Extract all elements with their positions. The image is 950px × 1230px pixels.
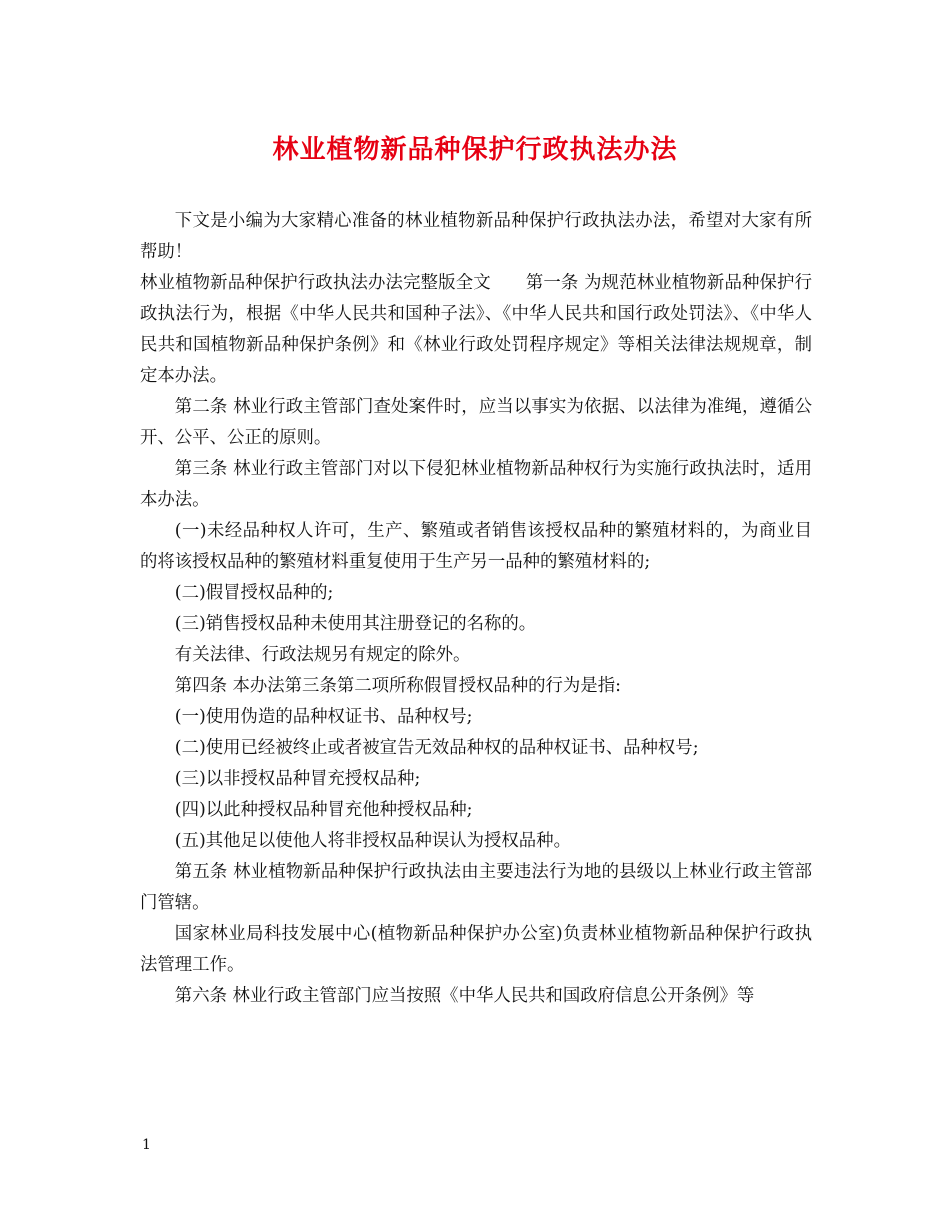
paragraph: 林业植物新品种保护行政执法办法完整版全文 第一条 为规范林业植物新品种保护行政执法行为，根据《中华人民共和国种子法》、《中华人民共和国行政处罚法》、《中华人民共和国植物新品种保护条例》和《林业行政处罚程序规定》等相关法律法规规章，制定本办法。 — [140, 273, 812, 386]
paragraph: (四)以此种授权品种冒充他种授权品种; — [174, 800, 473, 820]
paragraph: 有关法律、行政法规另有规定的除外。 — [174, 645, 471, 665]
document-body — [140, 206, 812, 1012]
paragraph: (一)使用伪造的品种权证书、品种权号; — [174, 707, 473, 727]
paragraph: 第二条 林业行政主管部门查处案件时，应当以事实为依据、以法律为准绳，遵循公开、公平、公正的原则。 — [140, 397, 812, 448]
paragraph: 第三条 林业行政主管部门对以下侵犯林业植物新品种权行为实施行政执法时，适用本办法。 — [140, 459, 812, 510]
document-title: 林业植物新品种保护行政执法办法 — [272, 135, 678, 165]
paragraph: 下文是小编为大家精心准备的林业植物新品种保护行政执法办法，希望对大家有所帮助！ — [140, 211, 812, 262]
paragraph: (一)未经品种权人许可，生产、繁殖或者销售该授权品种的繁殖材料的，为商业目的将该授权品种的繁殖材料重复使用于生产另一品种的繁殖材料的; — [140, 521, 812, 572]
paragraph: 国家林业局科技发展中心(植物新品种保护办公室)负责林业植物新品种保护行政执法管理工作。 — [140, 924, 812, 975]
paragraph: (二)假冒授权品种的; — [174, 583, 334, 603]
paragraph: (二)使用已经被终止或者被宣告无效品种权的品种权证书、品种权号; — [174, 738, 699, 758]
page-number: 1 — [142, 1137, 151, 1153]
paragraph: (三)以非授权品种冒充授权品种; — [174, 769, 421, 789]
paragraph: (三)销售授权品种未使用其注册登记的名称的。 — [174, 614, 537, 634]
paragraph: (五)其他足以使他人将非授权品种误认为授权品种。 — [174, 831, 571, 851]
paragraph: 第四条 本办法第三条第二项所称假冒授权品种的行为是指: — [174, 676, 621, 696]
paragraph: 第六条 林业行政主管部门应当按照《中华人民共和国政府信息公开条例》等 — [174, 986, 755, 1006]
paragraph: 第五条 林业植物新品种保护行政执法由主要违法行为地的县级以上林业行政主管部门管辖。 — [140, 862, 812, 913]
